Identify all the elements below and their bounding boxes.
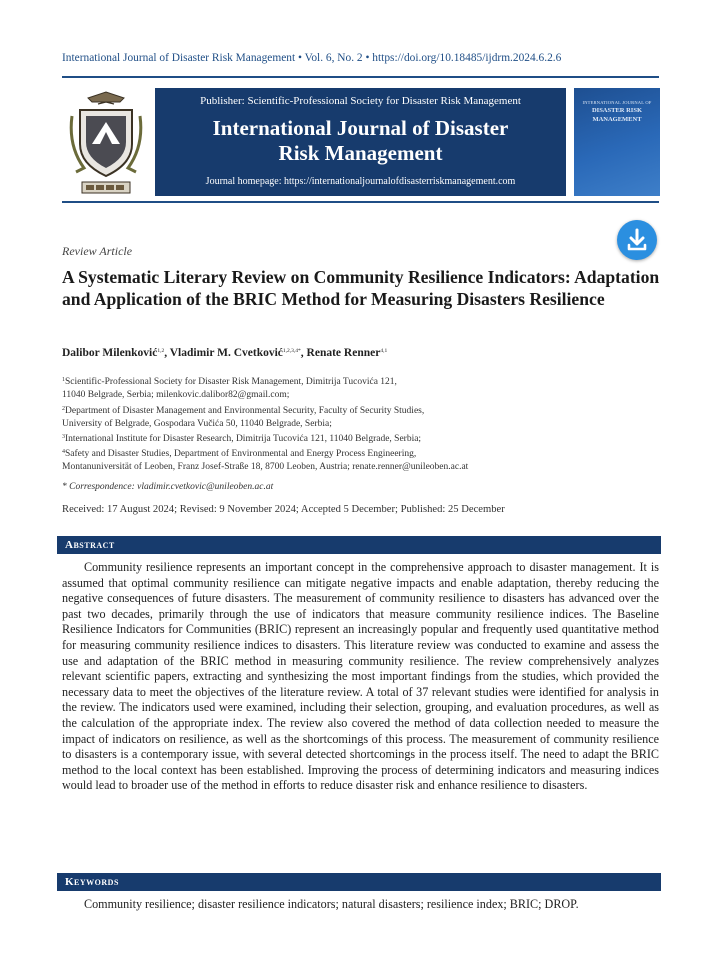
cover-title-line-1: DISASTER RISK [591, 107, 643, 114]
article-dates: Received: 17 August 2024; Revised: 9 November 2024; Accepted 5 December; Published: 25 December [62, 504, 505, 515]
journal-title-line-1: International Journal of Disaster [212, 116, 509, 140]
author-list: Dalibor Milenković$^{1,2}$, Vladimir M. Cvetković$^{1,2,3,4*}$, Renate Renner$^{4,1}$ [62, 347, 388, 359]
header-rule-top [62, 76, 659, 78]
download-icon [617, 220, 657, 260]
author-affiliation-sup: 1,2,3,4* [282, 348, 301, 354]
journal-title [155, 116, 566, 166]
author-name: Dalibor Milenković [62, 347, 158, 359]
cover-title-line-2: MANAGEMENT [592, 116, 642, 123]
abstract-heading-bar [57, 536, 661, 554]
correspondence: * Correspondence: vladimir.cvetkovic@unileoben.ac.at [62, 482, 274, 492]
affiliation-1: $^1$Scientific-Professional Society for Disaster Risk Management, Dimitrija Tucovića 121, 11040 Belgrade, Serbia; milenkovic.dalibor82@gmail.com; [62, 377, 397, 400]
society-emblem-logo [62, 86, 150, 198]
download-button[interactable] [617, 220, 657, 260]
keywords-heading: Keywords [65, 876, 119, 888]
article-type: Review Article [62, 244, 133, 258]
journal-citation: International Journal of Disaster Risk Management • Vol. 6, No. 2 • https://doi.org/10.18485/ijdrm.2024.6.2.6 [62, 52, 562, 64]
affiliation-3: $^3$International Institute for Disaster Research, Dimitrija Tucovića 121, 11040 Belgrade, Serbia; [62, 434, 422, 444]
journal-cover-thumbnail [574, 88, 660, 196]
abstract-body: Community resilience represents an important concept in the comprehensive approach to disaster management. It is assumed that optimal community resilience can mitigate negative impacts and enable adaptation, thereby reducing the negative consequences of future disasters. The measurement of community resilience to disasters has advanced over the past two decades, primarily through the use of indicators that measure community resilience indices. The Baseline Resilience Indicators for Communities (BRIC) represent an increasingly popular and frequently used quantitative method for measuring community resilience indices to disasters. This literature review was conducted to examine and assess the use and adaptation of the BRIC method in measuring community resilience. The review comprehensively analyzes relevant scientific papers, extracting and synthesizing the most important findings from the studies, which provided the necessary data to meet the objectives of the literature review. A total of 37 relevant studies were identified for analysis in the review. The indicators used were examined, including their selection, grouping, and evaluation procedures, as well as the calculation of the appropriate index. The review also covered the method of data collection needed to measure the impact of indicators on resilience, as well as the shortcomings of this process. The measurement of community resilience to disasters is a contemporary issue, with several detected shortcomings in the process itself. The need to adapt the BRIC method to the local context has been established. Improving the process of determining indicators and measuring indices would lead to broader use of the method in efforts to reduce disaster risk and enhance resilience to disasters. [62, 560, 659, 793]
keywords-body: Community resilience; disaster resilience indicators; natural disasters; resilience index; BRIC; DROP. [84, 897, 579, 911]
affiliation-2: $^2$Department of Disaster Management and Environmental Security, Faculty of Security Studies, University of Belgrade, Gospodara Vučića 50, 11040 Belgrade, Serbia; [62, 406, 425, 429]
journal-masthead [155, 88, 566, 196]
keywords-heading-bar [57, 873, 661, 891]
journal-title-line-2: Risk Management [278, 141, 443, 165]
abstract-heading: Abstract [65, 539, 115, 551]
header-rule-bottom [62, 201, 659, 203]
article-title: A Systematic Literary Review on Community Resilience Indicators: Adaptation and Application of the BRIC Method for Measuring Disasters Resilience [62, 267, 660, 309]
author-affiliation-sup: 4,1 [380, 348, 388, 354]
author-name: Vladimir M. Cvetković [169, 347, 283, 359]
author-affiliation-sup: 1,2 [157, 348, 165, 354]
affiliation-4: $^4$Safety and Disaster Studies, Department of Environmental and Energy Process Engineering, Montanuniversität of Leoben, Franz Josef-Straße 18, 8700 Leoben, Austria; renate.renner@unileoben.ac.at [62, 449, 469, 472]
author-name: Renate Renner [306, 347, 381, 359]
publisher-line: Publisher: Scientific-Professional Society for Disaster Risk Management [200, 95, 521, 107]
journal-homepage[interactable]: Journal homepage: https://internationaljournalofdisasterriskmanagement.com [205, 176, 516, 187]
cover-small-text: INTERNATIONAL JOURNAL OF [582, 100, 652, 105]
